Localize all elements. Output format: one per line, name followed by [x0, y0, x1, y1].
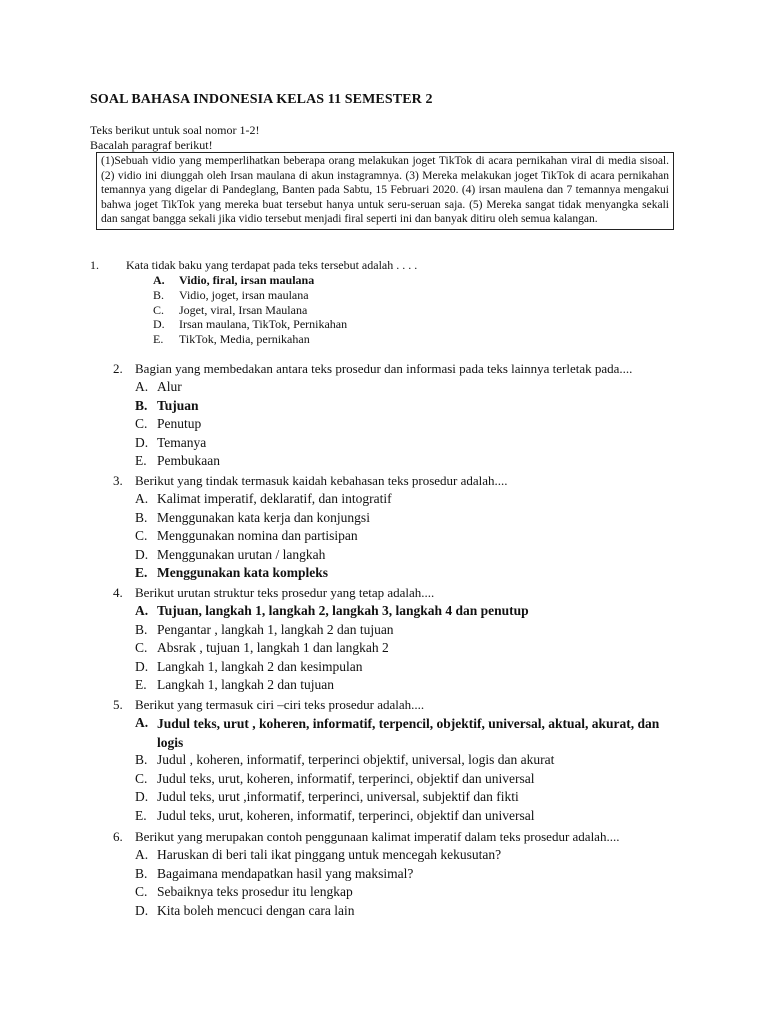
- question-stem: Kata tidak baku yang terdapat pada teks tersebut adalah . . . .: [126, 258, 418, 272]
- question-number: 1.: [90, 258, 99, 272]
- question-stem: Bagian yang membedakan antara teks prosedur dan informasi pada teks lainnya terletak pada....: [135, 361, 633, 376]
- read-instruction: Bacalah paragraf berikut!: [90, 138, 213, 152]
- question-number: 4.: [113, 585, 123, 600]
- question-stem: Berikut urutan struktur teks prosedur yang tetap adalah....: [135, 585, 435, 600]
- question-stem: Berikut yang termasuk ciri –ciri teks prosedur adalah....: [135, 697, 425, 712]
- question-number: 2.: [113, 361, 123, 376]
- document-page: SOAL BAHASA INDONESIA KELAS 11 SEMESTER 2 Teks berikut untuk soal nomor 1-2! Bacalah paragraf berikut! (1)Sebuah vidio yang memperlihatkan beberapa orang melakukan joget TikTok di acara pernikahan viral di media sisoal. (2) vidio ini diunggah oleh Irsan maulana di akun instagramnya. (3) Mereka melakukan joget TikTok di acara pernikahan temannya yang digelar di Pandeglang, Banten pada Sabtu, 15 Februari 2020. (4) irsan maulena dan 7 temannya mengakui bahwa joget TikTok yang mereka buat tersebut hanya untuk seru-seruan saja. (5) Mereka sangat tidak menyangka sekali dan sangat bangga sekali jika vidio tersebut menjadi firal seperti ini dan banyak ditiru oleh semua kalangan. 1. Kata tidak baku yang terdapat pada teks tersebut adalah . . . . A. Vidio, firal, irsan maulana B. Vidio, joget, irsan maulana C. Joget, viral, Irsan Maulana D. Irsan maulana, TikTok, Pernikahan E. TikTok, Media, pernikahan 2. Bagian yang membedakan antara teks prosedur dan informasi pada teks lainnya terletak pada.... A. Alur B. Tujuan C. Penutup D. Temanya E. Pembukaan 3. Berikut yang tindak termasuk kaidah kebahasan teks prosedur adalah.... A. Kalimat imperatif, deklaratif, dan intogratif B. Menggunakan kata kerja dan konjungsi C. Menggunakan nomina dan partisipan D. Menggunakan urutan / langkah E. Menggunakan kata kompleks 4. Berikut urutan struktur teks prosedur yang tetap adalah.... A. Tujuan, langkah 1, langkah 2, langkah 3, langkah 4 dan penutup B. Pengantar , langkah 1, langkah 2 dan tujuan C. Absrak , tujuan 1, langkah 1 dan langkah 2 D. Langkah 1, langkah 2 dan kesimpulan E. Langkah 1, langkah 2 dan tujuan 5. Berikut yang termasuk ciri –ciri teks prosedur adalah.... A. Judul teks, urut , koheren, informatif, terpencil, objektif, universal, aktual, akurat, dan logis B. Judul , koheren, informatif, terperinci objektif, universal, logis dan akurat C. Judul teks, urut, koheren, informatif, terperinci, objektif dan universal D. Judul teks, urut ,informatif, terperinci, universal, subjektif dan fikti E. Judul teks, urut, koheren, informatif, terperinci, objektif dan universal 6. Berikut yang merupakan contoh penggunaan kalimat imperatif dalam teks prosedur adalah.... A. Haruskan di beri tali ikat pinggang untuk mencegah kekusutan? B. Bagaimana mendapatkan hasil yang maksimal? C. Sebaiknya teks prosedur itu lengkap D. Kita boleh mencuci dengan cara lain: [0, 0, 768, 1024]
- question-number: 6.: [113, 829, 123, 844]
- reading-passage-box: [96, 152, 674, 230]
- intro-instruction: Teks berikut untuk soal nomor 1-2!: [90, 123, 260, 137]
- question-stem: Berikut yang tindak termasuk kaidah kebahasan teks prosedur adalah....: [135, 473, 508, 488]
- document-title: SOAL BAHASA INDONESIA KELAS 11 SEMESTER 2: [90, 92, 433, 107]
- question-number: 3.: [113, 473, 123, 488]
- question-number: 5.: [113, 697, 123, 712]
- question-stem: Berikut yang merupakan contoh penggunaan kalimat imperatif dalam teks prosedur adalah....: [135, 829, 620, 844]
- reading-passage: (1)Sebuah vidio yang memperlihatkan beberapa orang melakukan joget TikTok di acara pernikahan viral di media sisoal. (2) vidio ini diunggah oleh Irsan maulana di akun instagramnya. (3) Mereka melakukan joget TikTok di acara pernikahan temannya yang digelar di Pandeglang, Banten pada Sabtu, 15 Februari 2020. (4) irsan maulena dan 7 temannya mengakui bahwa joget TikTok yang mereka buat tersebut hanya untuk seru-seruan saja. (5) Mereka sangat tidak menyangka sekali dan sangat bangga sekali jika vidio tersebut menjadi firal seperti ini dan banyak ditiru oleh semua kalangan.: [101, 155, 669, 225]
